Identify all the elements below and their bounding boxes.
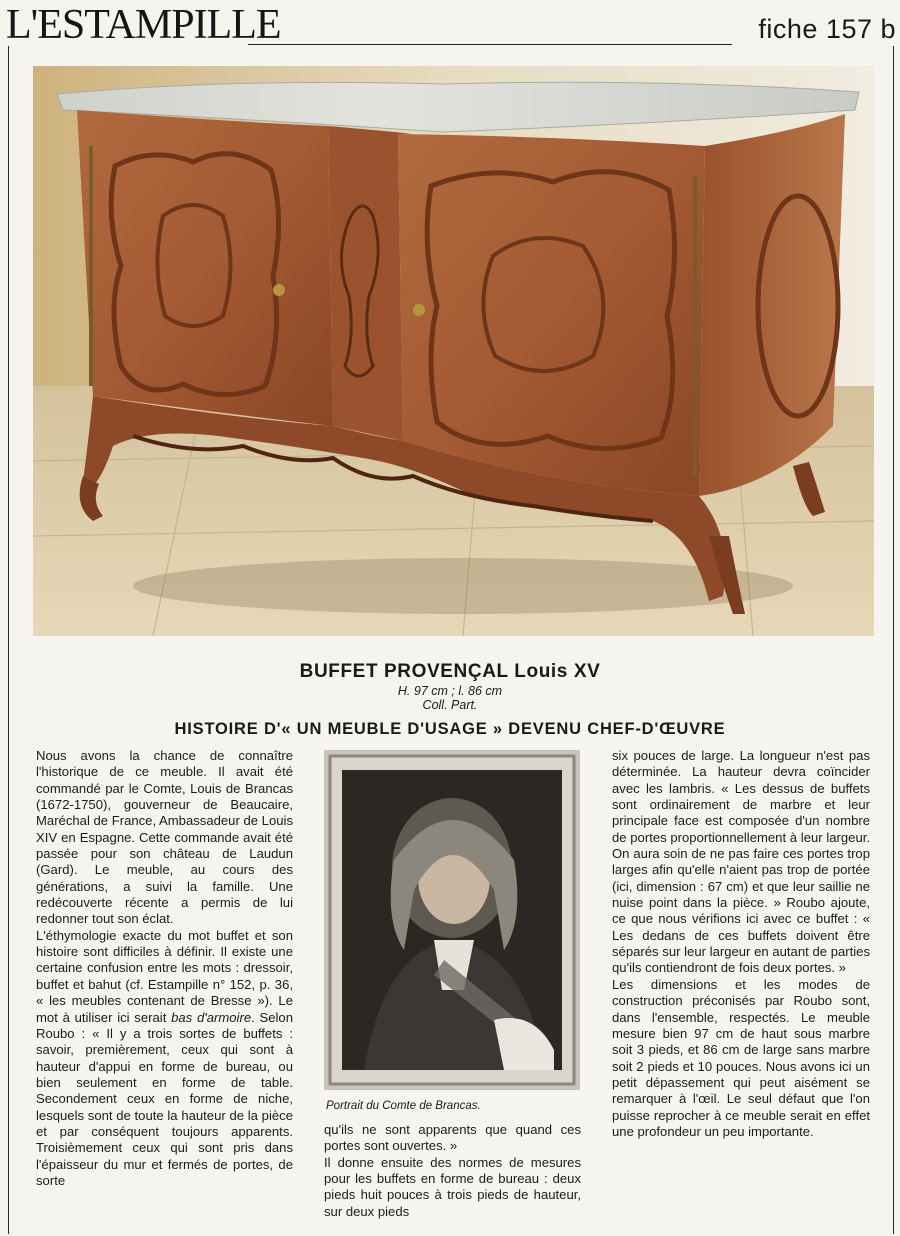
dimensions: H. 97 cm ; l. 86 cm bbox=[397, 684, 503, 698]
portrait-illustration bbox=[324, 750, 580, 1090]
emphasis: bas d'armoire bbox=[171, 1009, 252, 1025]
buffet-illustration bbox=[33, 66, 874, 636]
fiche-number: fiche 157 b bbox=[758, 14, 896, 44]
title-style: Louis XV bbox=[514, 661, 601, 682]
paragraph: six pouces de large. La longueur n'est pas déterminée. La hauteur devra coïncider avec les lambris. « Les dessus de buffets sont ordinairement de marbre et leur principale face est composée d'un nombre de portes proportionnellement à leur largeur. On aura soin de ne pas faire ces portes trop larges afin qu'elle n'aient pas trop de portée (ici, dimension : 67 cm) et que leur saillie ne nuise point dans la pièce. » Roubo ajoute, ce que nous vérifions ici avec ce buffet : « Les dedans de ces buffets doivent être séparés sur leur largeur en autant de parties qu'ils contiendront de fois deux portes. » bbox=[612, 748, 870, 976]
masthead bbox=[0, 0, 900, 52]
paragraph-text: L'éthymologie exacte du mot buffet et son histoire sont difficiles à définir. Il existe une certaine confusion entre les mots : dressoir, buffet et bahut (cf. Estampille n° 152, p. 36, « les meubles contenant de Bresse »). Le mot à utiliser ici serait bbox=[36, 927, 293, 1025]
paragraph-text: . Selon Roubo : « Il y a trois sortes de buffets : savoir, premièrement, ceux qui sont à hauteur d'appui en forme de bureau, ou bien seulement en forme de table. Secondement ceux en forme de niche, lesquels sont de toute la hauteur de la pièce et par conséquent toujours apparents. Troisièmement ceux qui sont pris dans l'épaisseur du mur et fermés de portes, de sorte bbox=[36, 1009, 293, 1188]
collection: Coll. Part. bbox=[422, 698, 478, 712]
title-block bbox=[0, 660, 900, 740]
title-main: BUFFET PROVENÇAL bbox=[299, 661, 509, 682]
portrait-image bbox=[324, 750, 580, 1090]
article-subtitle: HISTOIRE D'« UN MEUBLE D'USAGE » DEVENU CHEF-D'ŒUVRE bbox=[174, 720, 726, 738]
text-column-2 bbox=[324, 1122, 581, 1220]
paragraph: qu'ils ne sont apparents que quand ces portes sont ouvertes. » bbox=[324, 1122, 581, 1154]
header-rule bbox=[248, 44, 732, 45]
paragraph bbox=[36, 928, 293, 1190]
paragraph: Il donne ensuite des normes de mesures pour les buffets en forme de bureau : deux pieds huit pouces à trois pieds de hauteur, sur deux pieds bbox=[324, 1154, 581, 1219]
buffet-photo bbox=[33, 66, 874, 636]
paragraph: Les dimensions et les modes de construction préconisés par Roubo sont, dans l'ensemble, respectés. Le meuble mesure bien 97 cm de haut sous marbre soit 3 pieds, et 86 cm de large sans marbre soit 2 pieds et 10 pouces. Nous avons ici un petit dépassement qui peut aisément se remarquer à l'œil. Le seul défaut que l'on puisse reprocher à ce meuble serait en effet une profondeur un peu importante. bbox=[612, 976, 870, 1139]
magazine-logo: L'ESTAMPILLE bbox=[6, 2, 281, 48]
paragraph: Nous avons la chance de connaître l'historique de ce meuble. Il avait été commandé par le Comte, Louis de Brancas (1672-1750), gouverneur de Beaucaire, Maréchal de France, Ambassadeur de Louis XIV en Espagne. Cette commande avait été passée pour son château de Laudun (Gard). Le meuble, au cours des générations, a suivi la famille. Une redécouverte récente a permis de lui redonner tout son éclat. bbox=[36, 748, 293, 927]
article-title bbox=[0, 660, 900, 684]
text-column-3 bbox=[612, 748, 870, 1140]
portrait-caption: Portrait du Comte de Brancas. bbox=[326, 1100, 481, 1112]
text-column-1 bbox=[36, 748, 293, 1189]
